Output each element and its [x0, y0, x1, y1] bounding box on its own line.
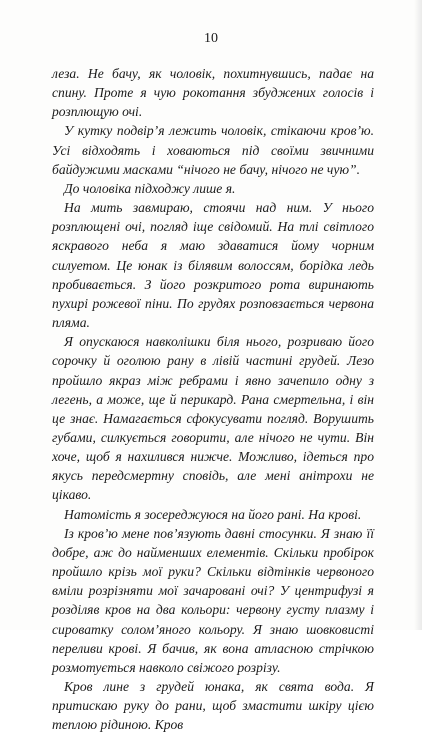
paragraph: До чоловіка підходжу лише я.: [64, 180, 236, 196]
paragraph: У кутку подвір’я лежить чоловік, стікаючи кров’ю. Усі відходять і ховаються під своїми звичними байдужими масками “нічого не бачу, нічого не чую”.: [52, 123, 374, 177]
page-edge-shadow: [414, 0, 422, 630]
body-text: [52, 64, 374, 734]
paragraph: Натомість я зосереджуюся на його рані. На крові.: [64, 506, 362, 522]
paragraph: На мить завмираю, стоячи над ним. У нього розплющені очі, погляд іще свідомий. На тлі світлого яскравого неба я маю здаватися йому чорним силуетом. Це юнак із білявим волоссям, борідка ледь пробивається. З його розкритого рота виринають пухирі рожевої піни. По грудях розповзається червона пляма.: [52, 200, 374, 331]
page-number: 10: [204, 31, 218, 46]
paragraph: Я опускаюся навколішки біля нього, розриваю його сорочку й оголюю рану в лівій частині грудей. Лезо пройшло якраз між ребрами і явно зачепило одну з легень, а може, ще й перикард. Рана смертельна, і він це знає. Намагається сфокусувати погляд. Ворушить губами, силкується говорити, але нічого не чути. Він хоче, щоб я нахилився нижче. Можливо, ідеться про якусь передсмертну сповідь, але мені анітрохи не цікаво.: [52, 334, 374, 503]
paragraph: Із кров’ю мене пов’язують давні стосунки. Я знаю її добре, аж до найменших елементів. Скільки пробірок пройшло крізь мої руки? Скільки відтінків червоного вміли розрізняти мої зачаровані очі? У центрифузі я розділяв кров на два кольори: червону густу плазму і сироватку солом’яного кольору. Я знаю шовковисті переливи крові. Я бачив, як вона атласною стрічкою розмотується навколо свіжого розрізу.: [52, 525, 374, 675]
paragraph: Кров лине з грудей юнака, як свята вода. Я притискаю руку до рани, щоб змастити шкіру цією теплою рідиною. Кров: [52, 679, 374, 733]
paragraph: леза. Не бачу, як чоловік, похитнувшись, падає на спину. Проте я чую рокотання збуджених голосів і розплющую очі.: [52, 66, 374, 120]
